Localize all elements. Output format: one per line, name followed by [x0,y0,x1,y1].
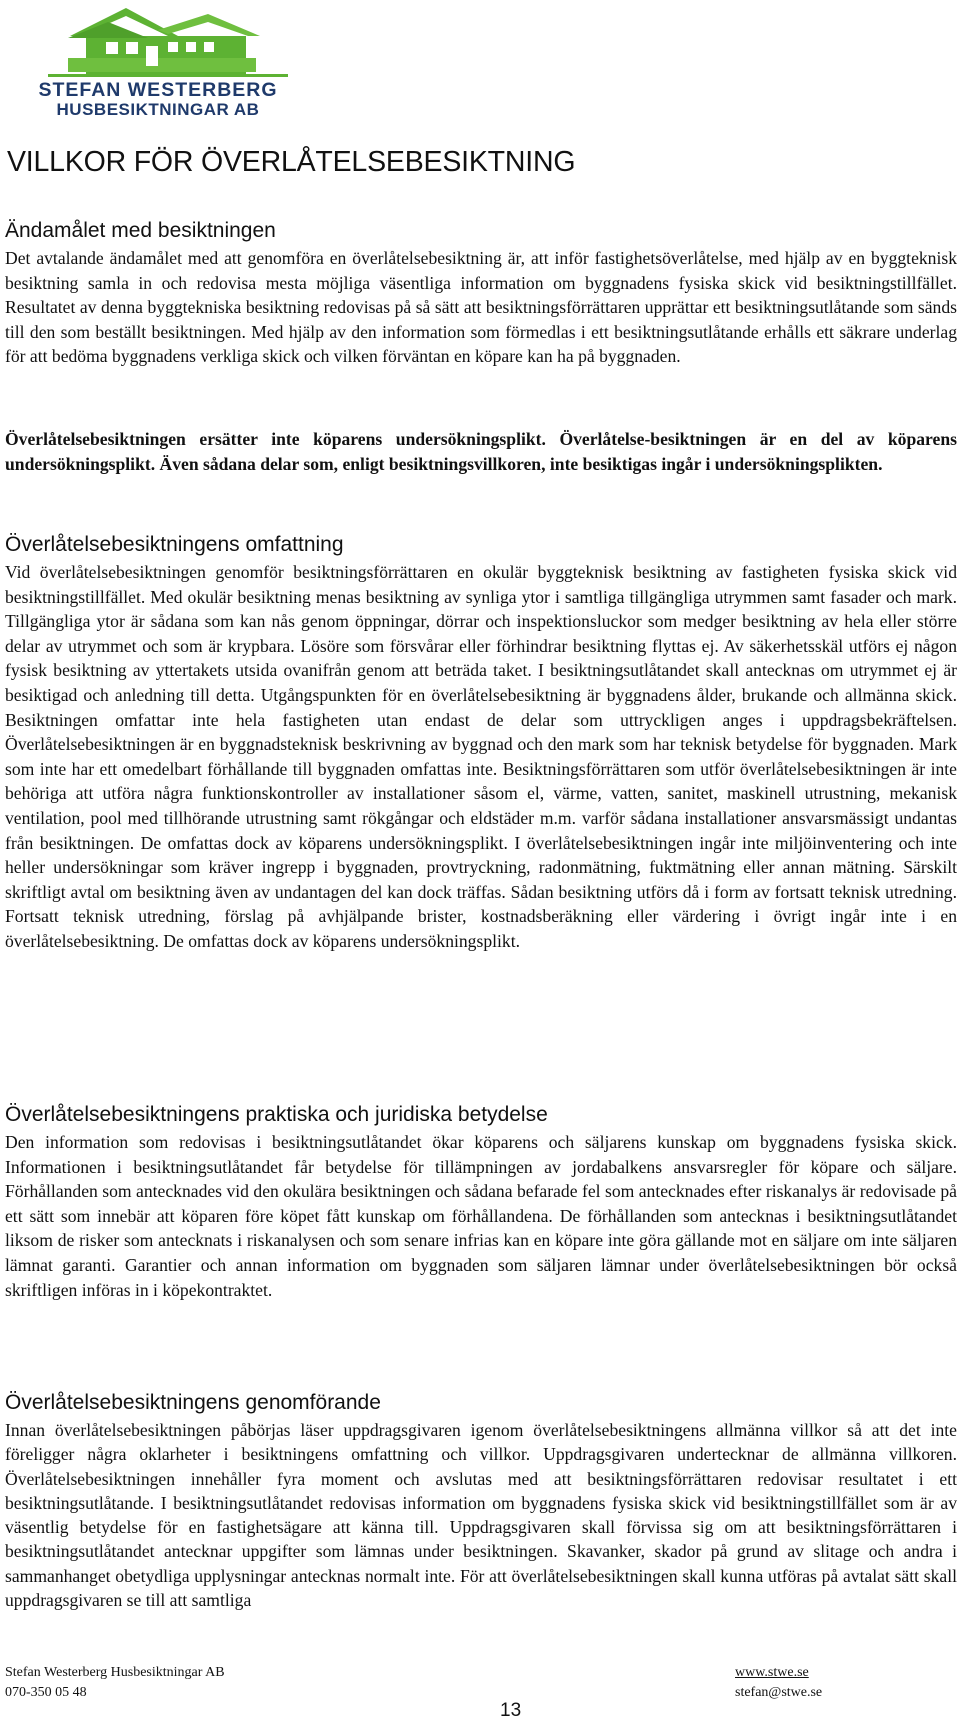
logo-line2: HUSBESIKTNINGAR AB [56,100,260,119]
logo-line1: STEFAN WESTERBERG [38,79,278,101]
notice-text: Överlåtelsebesiktningen ersätter inte köparens undersökningsplikt. Överlåtelse-besiktningen är en del av köparens undersökningsplikt. Även sådana delar som, enligt besiktningsvillkoren, inte besiktigas ingår i undersökningsplikten. [5,429,957,474]
page-footer [0,1660,960,1727]
section-procedure [5,1390,957,1612]
section-body: Vid överlåtelsebesiktningen genomför besiktningsförrättaren en okulär byggteknisk besiktning av fastigheten fysiska skick vid besiktningstillfället. Med okulär besiktning menas besiktning av synliga ytor i samtliga tillgängliga utrymmen samt fasader och mark. Tillgängliga ytor är sådana som kan nås genom öppningar, dörrar och inspektionsluckor som medger besiktning av hela eller större delar av utrymmet och som är krypbara. Lösöre som försvårar eller förhindrar besiktning flyttas ej. Av säkerhetsskäl utförs ej någon fysisk besiktning av yttertakets utsida ovanifrån genom att beträda taket. I besiktningsutlåtandet skall antecknas om utrymmet ej är besiktigad och anledning till detta. Utgångspunkten för en överlåtelsebesiktning är byggnadens ålder, brukande och allmänna skick. Besiktningen omfattar inte hela fastigheten utan endast de delar som uttryckligen anges i uppdragsbekräftelsen. Överlåtelsebesiktningen är en byggnadsteknisk beskrivning av byggnad och den mark som har teknisk betydelse för byggnaden. Mark som inte har ett omedelbart förhållande till byggnaden omfattas inte. Besiktningsförrättaren som utför överlåtelsebesiktningen är inte behöriga att utföra några funktionskontroller av installationer såsom el, värme, vatten, sanitet, maskinell utrustning, mekanisk ventilation, pool med tillhörande utrustning samt rökgångar och eldstäder m.m. varför sådana installationer ansvarsmässigt undantas från besiktningen. De omfattas dock av köparens undersökningsplikt. I överlåtelsebesiktningen ingår inte miljöinventering och inte heller undersökningar som kräver ingrepp i byggnaden, provtryckning, radonmätning, fuktmätning eller annan mätning. Särskilt skriftligt avtal om besiktning även av undantagen del kan dock träffas. Sådan besiktning utförs då i form av fortsatt teknisk utredning. Fortsatt teknisk utredning, förslag på avhjälpande brister, kostnadsberäkning eller värdering i övrigt ingår inte i en överlåtelsebesiktning. De omfattas dock av köparens undersökningsplikt. [5,562,957,951]
section-heading: Överlåtelsebesiktningens praktiska och juridiska betydelse [5,1103,548,1126]
page-number: 13 [500,1700,522,1721]
footer-email-link[interactable]: stefan@stwe.se [735,1685,823,1700]
section-scope [5,532,957,954]
section-heading: Överlåtelsebesiktningens omfattning [5,533,344,556]
house-icon [48,8,288,77]
section-practical [5,1102,957,1302]
section-purpose [5,218,957,369]
footer-phone: 070-350 05 48 [5,1685,87,1700]
section-body: Det avtalande ändamålet med att genomföra en överlåtelsebesiktning är, att inför fastighetsöverlåtelse, med hjälp av en byggteknisk besiktning samla in och redovisa mesta möjliga väsentliga information om byggnadens fysiska skick vid besiktningstillfället. Resultatet av denna byggtekniska besiktning redovisas på så sätt att besiktningsförrättaren upprättar ett besiktningsutlåtande som sänds till den som beställt besiktningen. Med hjälp av den information som förmedlas i ett besiktningsutlåtande erhålls ett säkrare underlag för att bedöma byggnadens verkliga skick och vilken förväntan en köpare kan ha på byggnaden. [5,248,957,367]
footer-contact [5,1663,225,1703]
footer-website-link[interactable]: www.stwe.se [735,1665,809,1680]
section-body: Den information som redovisas i besiktningsutlåtandet ökar köparens och säljarens kunskap om byggnadens fysiska skick. Informationen i besiktningsutlåtandet får betydelse för tillämpningen av jordabalkens ansvarsregler för köpare och säljare. Förhållanden som antecknades vid den okulära besiktningen och sådana befarade fel som antecknades efter riskanalys är redovisade på ett sätt som innebär att köparen före köpet fått kunskap om förhållandena. De förhållanden som antecknas i besiktningsutlåtandet liksom de risker som antecknats i riskanalysen och som senare infrias kan en köpare inte göra gällande mot en säljare om inte säljaren lämnat garanti. Garantier och annan information om byggnaden som säljaren lämnar under överlåtelsebesiktningen bör också skriftligen införas in i köpekontraktet. [5,1132,957,1300]
section-body: Innan överlåtelsebesiktningen påbörjas läser uppdragsgivaren igenom överlåtelsebesiktningens allmänna villkor så att det inte föreligger några oklarheter i besiktningens omfattning och villkor. Uppdragsgivaren undertecknar de allmänna villkoren. Överlåtelsebesiktningen innehåller fyra moment och avslutas med att besiktningsförrättaren redovisar resultatet i ett besiktningsutlåtande. I besiktningsutlåtandet redovisas information om byggnadens fysiska skick vid besiktningstillfället som är av väsentlig betydelse för en fastighetsägare att känna till. Uppdragsgivaren skall förvissa sig om att besiktningsförrättaren i besiktningsutlåtandet antecknar uppgifter som lämnas under besiktningen. Skavanker, skador på grund av slitage och andra i sammanhanget obetydliga upplysningar antecknas normalt inte. För att överlåtelsebesiktningen skall kunna utföras på avtalat sätt skall uppdragsgivaren se till att samtliga [5,1420,957,1611]
document-title: VILLKOR FÖR ÖVERLÅTELSEBESIKTNING [7,146,576,178]
notice-block [5,427,957,476]
company-logo [8,2,308,122]
section-heading: Överlåtelsebesiktningens genomförande [5,1391,381,1414]
footer-company: Stefan Westerberg Husbesiktningar AB [5,1665,225,1680]
footer-web [735,1663,822,1703]
section-heading: Ändamålet med besiktningen [5,219,276,242]
